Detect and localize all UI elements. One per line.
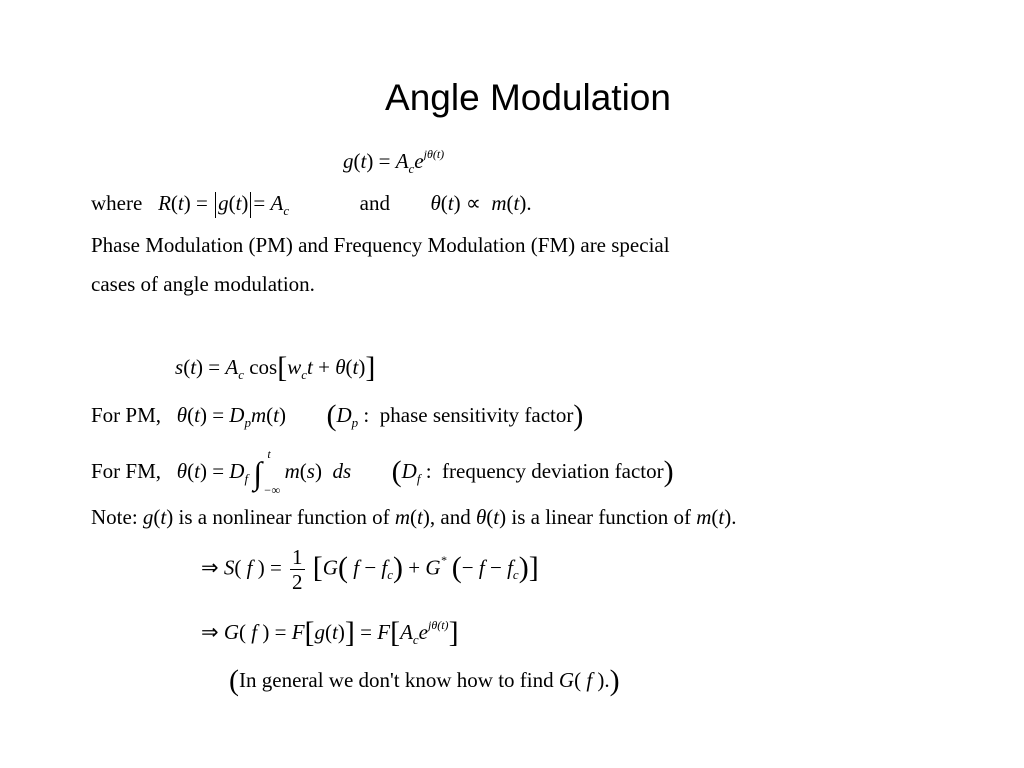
note-end-text: is a linear function of — [511, 505, 691, 529]
equation-complex-envelope: $g(t) = A_ce^{j\theta(t)}$ — [343, 147, 445, 176]
note-line: Note: g(t) is a nonlinear function of m(t), and θ(t) is a linear function of m(t). — [91, 505, 737, 529]
for-fm-label: For FM, — [91, 459, 162, 483]
for-pm-label: For PM, — [91, 403, 162, 427]
note-and-text: , and — [429, 505, 471, 529]
equation-where-line: where $R(t) = g(t) = A_c$ and θ(t) ∝ m(t). — [91, 191, 532, 218]
general-note: (In general we don't know how to find G( f ).) — [229, 664, 620, 697]
note-label: Note: — [91, 505, 138, 529]
note-mid-text: is a nonlinear function of — [178, 505, 390, 529]
integral-sign: ∫ t −∞ — [253, 447, 280, 498]
paragraph-line-1: Phase Modulation (PM) and Frequency Modulation (FM) are special — [91, 233, 670, 257]
equation-fourier: ⇒ G( f ) = $F[g(t)] = F[A_ce^{j\theta(t)}]$ — [201, 616, 459, 649]
fm-factor-text: frequency deviation factor — [442, 459, 664, 483]
equation-pm: For PM, $\theta(t) = D_pm(t)$ ($D_p$ : phase sensitivity factor) — [91, 399, 584, 432]
equation-fm: For FM, $\theta(t) = D_f$ ∫ t −∞ m(s) ds ($D_f$ : frequency deviation factor) — [91, 447, 674, 498]
paragraph-line-2: cases of angle modulation. — [91, 272, 315, 296]
where-word: where — [91, 191, 143, 215]
and-word: and — [359, 191, 390, 215]
general-note-text: In general we don't know how to find — [239, 668, 554, 692]
equation-signal: $s(t) = A_c$ $\cos[w_ct + \theta(t)]$ — [175, 351, 376, 384]
slide-title: Angle Modulation — [385, 77, 671, 118]
pm-factor-text: phase sensitivity factor — [379, 403, 574, 427]
one-half-fraction: $\frac{1}{2}$ — [292, 545, 303, 594]
equation-spectrum: ⇒ S( f ) = $\frac{1}{2}$ [G( $f - f_c) + G^*$ (− $f - f_c$)] — [201, 545, 539, 594]
